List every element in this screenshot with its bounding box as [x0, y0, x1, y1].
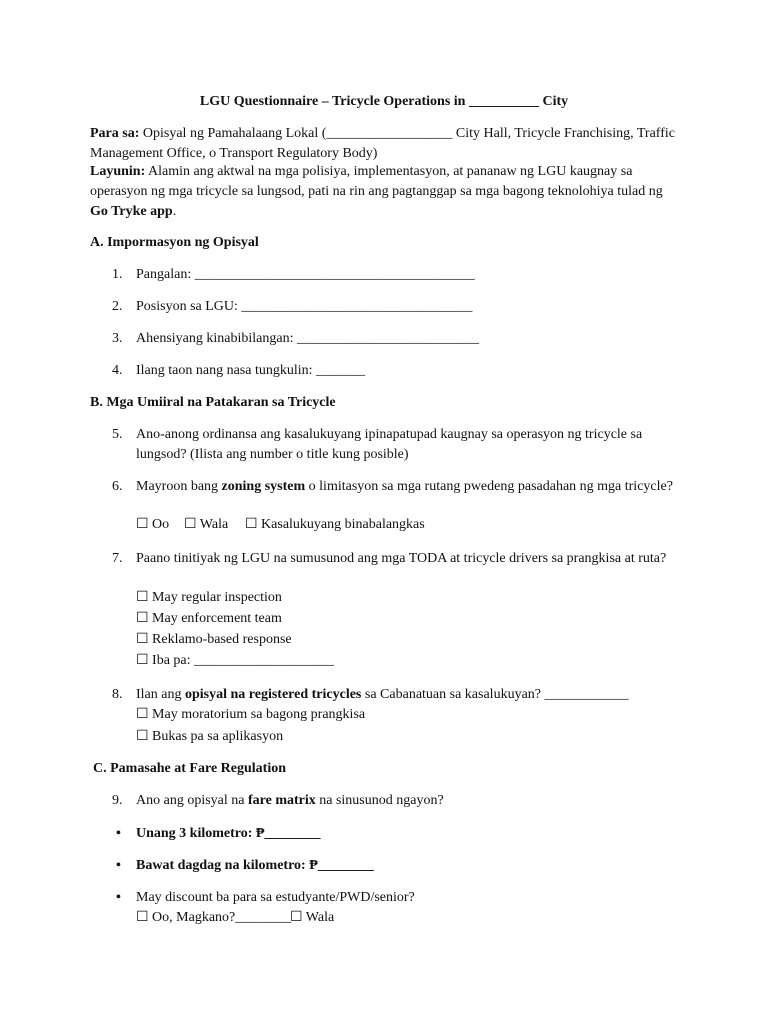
checkbox-iba-pa[interactable]: ☐ Iba pa: ____________________ [136, 653, 335, 668]
registered-tricycles-term: opisyal na registered tricycles [184, 687, 362, 702]
checkbox-enforcement-team[interactable]: ☐ May enforcement team [136, 611, 282, 626]
item-number: 8. [112, 687, 123, 702]
bullet-icon: • [116, 890, 121, 905]
para-sa-text: Opisyal ng Pamahalaang Lokal (__________________ City Hall, Tricycle Franchising, Traffic Management Office, o Transport Regulatory Body) [90, 126, 675, 161]
section-a-heading: A. Impormasyon ng Opisyal [90, 235, 259, 250]
question-text-part: Ilan ang [136, 687, 185, 702]
item-number: 9. [112, 793, 123, 808]
layunin-label: Layunin: [90, 164, 146, 179]
question-text-part: o limitasyon sa mga rutang pwedeng pasadahan ng mga tricycle? [305, 479, 673, 494]
question-text [136, 685, 676, 705]
section-b-heading: B. Mga Umiiral na Patakaran sa Tricycle [90, 395, 336, 410]
position-field[interactable]: Posisyon sa LGU: _________________________________ [136, 299, 473, 314]
question-text: Ano-anong ordinansa ang kasalukuyang ipinapatupad kaugnay sa operasyon ng tricycle sa lungsod? (Ilista ang number o title kung posible) [136, 427, 643, 462]
question-text-part: sa Cabanatuan sa kasalukuyan? ____________ [361, 687, 629, 702]
layunin-text: Alamin ang aktwal na mga polisiya, implementasyon, at pananaw ng LGU kaugnay sa operasyon ng mga tricycle sa lungsod, pati na rin ang pagtanggap sa mga bagong teknolohiya tulad ng [90, 164, 663, 199]
question-text-part: na sinusunod ngayon? [315, 793, 444, 808]
agency-field[interactable]: Ahensiyang kinabibilangan: __________________________ [136, 331, 479, 346]
item-number: 2. [112, 299, 123, 314]
question-text-part: Mayroon bang [136, 479, 222, 494]
intro-layunin [90, 162, 680, 222]
intro-para-sa [90, 124, 680, 164]
app-name: Go Tryke app [90, 204, 173, 219]
question-text: May discount ba para sa estudyante/PWD/senior? [136, 890, 415, 905]
checkbox-bukas-aplikasyon[interactable]: ☐ Bukas pa sa aplikasyon [136, 729, 284, 744]
first-3km-fare-field[interactable]: Unang 3 kilometro: ₱________ [136, 826, 321, 841]
checkbox-oo[interactable]: ☐ Oo [136, 517, 170, 532]
item-number: 1. [112, 267, 123, 282]
layunin-period: . [172, 204, 177, 219]
name-field[interactable]: Pangalan: ________________________________________ [136, 267, 475, 282]
item-number: 5. [112, 427, 123, 442]
item-number: 6. [112, 479, 123, 494]
additional-km-fare-field[interactable]: Bawat dagdag na kilometro: ₱________ [136, 858, 374, 873]
checkbox-binabalangkas[interactable]: ☐ Kasalukuyang binabalangkas [245, 517, 425, 532]
question-text [136, 791, 676, 811]
bullet-icon: • [116, 826, 121, 841]
checkbox-regular-inspection[interactable]: ☐ May regular inspection [136, 590, 282, 605]
zoning-system-term: zoning system [221, 479, 306, 494]
item-number: 7. [112, 551, 123, 566]
item-number: 3. [112, 331, 123, 346]
question-text: Paano tinitiyak ng LGU na sumusunod ang mga TODA at tricycle drivers sa prangkisa at ruta? [136, 551, 667, 566]
document-title: LGU Questionnaire – Tricycle Operations in __________ City [199, 94, 569, 109]
para-sa-label: Para sa: [90, 126, 140, 141]
checkbox-wala[interactable]: ☐ Wala [290, 910, 335, 925]
fare-matrix-term: fare matrix [247, 793, 316, 808]
question-text-part: Ano ang opisyal na [136, 793, 248, 808]
bullet-icon: • [116, 858, 121, 873]
item-number: 4. [112, 363, 123, 378]
checkbox-reklamo-based[interactable]: ☐ Reklamo-based response [136, 632, 292, 647]
checkbox-moratorium[interactable]: ☐ May moratorium sa bagong prangkisa [136, 707, 366, 722]
years-field[interactable]: Ilang taon nang nasa tungkulin: _______ [136, 363, 366, 378]
question-text [136, 477, 676, 497]
checkbox-oo-magkano[interactable]: ☐ Oo, Magkano?________ [136, 910, 292, 925]
checkbox-wala[interactable]: ☐ Wala [184, 517, 229, 532]
section-c-heading: C. Pamasahe at Fare Regulation [93, 761, 286, 776]
